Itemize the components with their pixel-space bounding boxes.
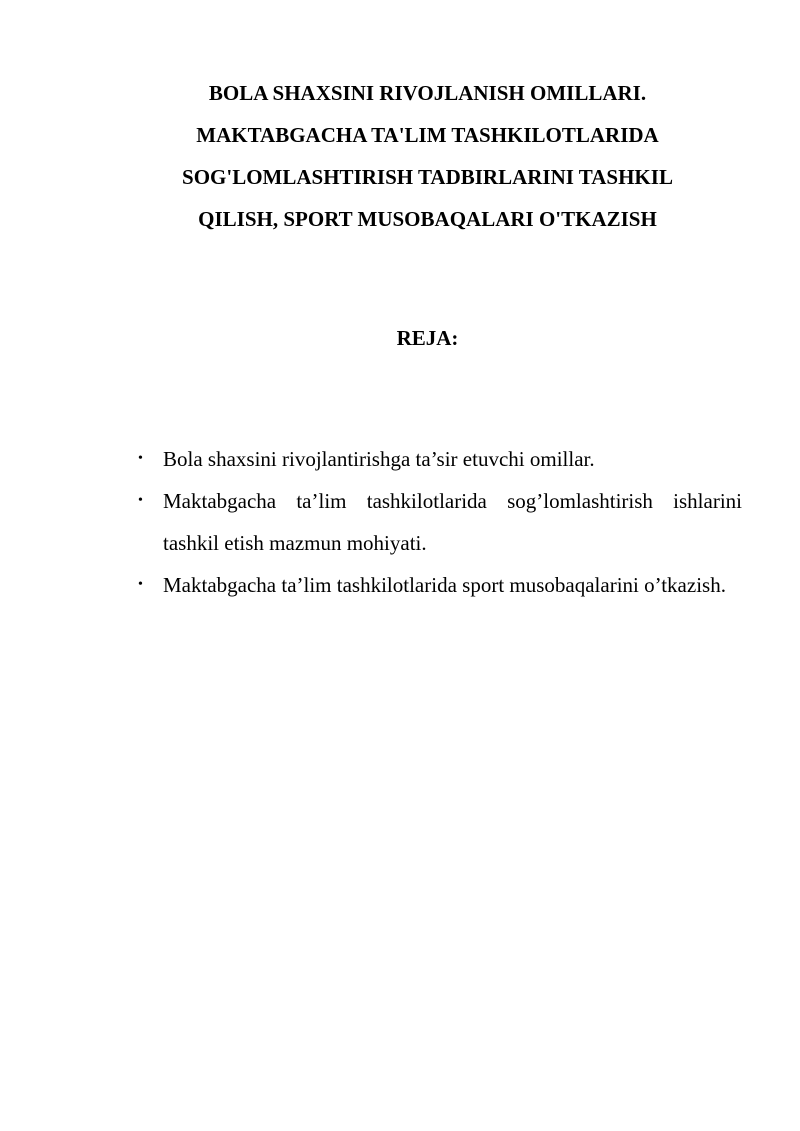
bullet-icon: • xyxy=(138,577,143,592)
title-line: QILISH, SPORT MUSOBAQALARI O'TKAZISH xyxy=(198,207,657,231)
title-line: SOG'LOMLASHTIRISH TADBIRLARINI TASHKIL xyxy=(182,165,673,189)
plan-item xyxy=(138,564,742,606)
bullet-icon: • xyxy=(138,493,143,508)
plan-item xyxy=(138,438,742,480)
document-title xyxy=(100,72,755,240)
plan-item-text: Maktabgacha ta’lim tashkilotlarida sog’lomlashtirish ishlarini tashkil etish mazmun mohiyati. xyxy=(163,489,742,555)
plan-heading: REJA: xyxy=(396,326,459,350)
bullet-icon: • xyxy=(138,451,143,466)
plan-list xyxy=(138,438,742,606)
title-line: BOLA SHAXSINI RIVOJLANISH OMILLARI. xyxy=(208,81,647,105)
plan-item-text: Maktabgacha ta’lim tashkilotlarida sport musobaqalarini o’tkazish. xyxy=(163,573,726,597)
plan-item xyxy=(138,480,742,564)
title-line: MAKTABGACHA TA'LIM TASHKILOTLARIDA xyxy=(196,123,659,147)
plan-item-text: Bola shaxsini rivojlantirishga ta’sir etuvchi omillar. xyxy=(163,447,595,471)
